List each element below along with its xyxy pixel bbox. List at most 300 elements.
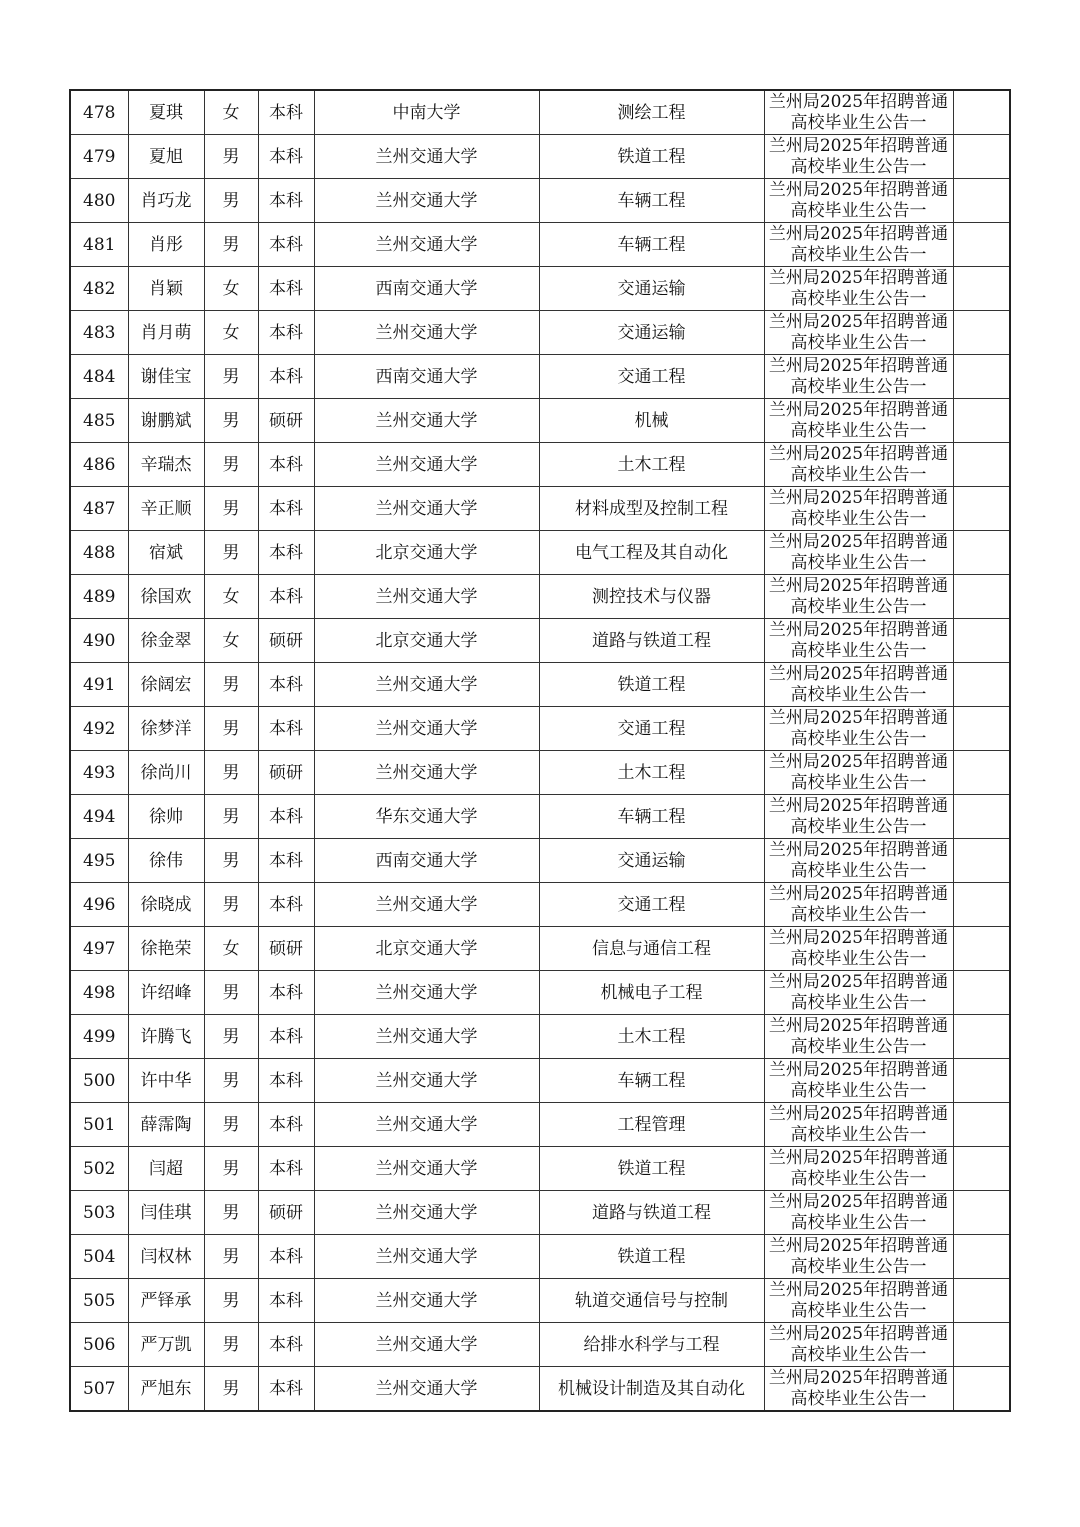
note-line-1: 兰州局2025年招聘普通 <box>768 399 949 420</box>
cell-gender: 男 <box>204 1015 258 1059</box>
cell-major: 交通工程 <box>539 883 764 927</box>
cell-name: 徐晓成 <box>128 883 204 927</box>
cell-degree: 本科 <box>258 575 314 619</box>
cell-number: 479 <box>70 135 128 179</box>
cell-degree: 本科 <box>258 1279 314 1323</box>
note-line-1: 兰州局2025年招聘普通 <box>768 1367 949 1388</box>
cell-gender: 男 <box>204 135 258 179</box>
table-row <box>70 1147 1010 1191</box>
cell-number: 480 <box>70 179 128 223</box>
cell-school: 北京交通大学 <box>314 619 539 663</box>
cell-major: 机械 <box>539 399 764 443</box>
cell-degree: 硕研 <box>258 927 314 971</box>
cell-degree: 本科 <box>258 1015 314 1059</box>
note-line-2: 高校毕业生公告一 <box>790 1036 927 1057</box>
table-row <box>70 707 1010 751</box>
cell-degree: 本科 <box>258 1235 314 1279</box>
cell-gender: 男 <box>204 971 258 1015</box>
cell-extra <box>953 1103 1010 1147</box>
cell-extra <box>953 179 1010 223</box>
note-line-2: 高校毕业生公告一 <box>790 1344 927 1365</box>
cell-gender: 男 <box>204 531 258 575</box>
table-row <box>70 751 1010 795</box>
cell-major: 给排水科学与工程 <box>539 1323 764 1367</box>
cell-name: 严旭东 <box>128 1367 204 1412</box>
cell-school: 兰州交通大学 <box>314 443 539 487</box>
note-line-2: 高校毕业生公告一 <box>790 1212 927 1233</box>
cell-school: 西南交通大学 <box>314 839 539 883</box>
cell-name: 谢鹏斌 <box>128 399 204 443</box>
cell-name: 宿斌 <box>128 531 204 575</box>
cell-number: 496 <box>70 883 128 927</box>
table-row <box>70 399 1010 443</box>
cell-school: 兰州交通大学 <box>314 179 539 223</box>
table-row <box>70 1059 1010 1103</box>
cell-degree: 本科 <box>258 663 314 707</box>
cell-extra <box>953 90 1010 135</box>
cell-degree: 本科 <box>258 795 314 839</box>
cell-school: 北京交通大学 <box>314 927 539 971</box>
cell-degree: 本科 <box>258 223 314 267</box>
cell-number: 484 <box>70 355 128 399</box>
cell-name: 严万凯 <box>128 1323 204 1367</box>
cell-name: 辛正顺 <box>128 487 204 531</box>
cell-degree: 本科 <box>258 179 314 223</box>
roster-body <box>70 90 1010 1411</box>
cell-extra <box>953 839 1010 883</box>
cell-major: 铁道工程 <box>539 135 764 179</box>
cell-gender: 男 <box>204 1235 258 1279</box>
note-line-2: 高校毕业生公告一 <box>790 728 927 749</box>
cell-school: 兰州交通大学 <box>314 135 539 179</box>
cell-note <box>764 707 953 751</box>
cell-note <box>764 179 953 223</box>
cell-extra <box>953 575 1010 619</box>
table-row <box>70 179 1010 223</box>
note-line-2: 高校毕业生公告一 <box>790 156 927 177</box>
cell-gender: 男 <box>204 223 258 267</box>
cell-number: 486 <box>70 443 128 487</box>
cell-extra <box>953 751 1010 795</box>
cell-degree: 本科 <box>258 707 314 751</box>
note-line-2: 高校毕业生公告一 <box>790 552 927 573</box>
cell-number: 478 <box>70 90 128 135</box>
note-line-1: 兰州局2025年招聘普通 <box>768 1147 949 1168</box>
cell-school: 兰州交通大学 <box>314 311 539 355</box>
cell-gender: 男 <box>204 1279 258 1323</box>
cell-degree: 本科 <box>258 1367 314 1412</box>
cell-name: 严铎承 <box>128 1279 204 1323</box>
cell-number: 503 <box>70 1191 128 1235</box>
cell-major: 道路与铁道工程 <box>539 1191 764 1235</box>
cell-name: 徐梦洋 <box>128 707 204 751</box>
note-line-1: 兰州局2025年招聘普通 <box>768 663 949 684</box>
cell-school: 兰州交通大学 <box>314 1279 539 1323</box>
cell-major: 土木工程 <box>539 1015 764 1059</box>
table-row <box>70 575 1010 619</box>
cell-school: 西南交通大学 <box>314 267 539 311</box>
cell-number: 497 <box>70 927 128 971</box>
cell-school: 兰州交通大学 <box>314 1015 539 1059</box>
cell-major: 机械电子工程 <box>539 971 764 1015</box>
note-line-1: 兰州局2025年招聘普通 <box>768 795 949 816</box>
cell-gender: 男 <box>204 355 258 399</box>
cell-degree: 本科 <box>258 487 314 531</box>
cell-name: 薛霈陶 <box>128 1103 204 1147</box>
cell-school: 兰州交通大学 <box>314 1147 539 1191</box>
cell-extra <box>953 1191 1010 1235</box>
cell-gender: 男 <box>204 663 258 707</box>
cell-school: 兰州交通大学 <box>314 1323 539 1367</box>
cell-name: 闫权林 <box>128 1235 204 1279</box>
cell-number: 502 <box>70 1147 128 1191</box>
cell-major: 铁道工程 <box>539 663 764 707</box>
cell-school: 华东交通大学 <box>314 795 539 839</box>
cell-gender: 女 <box>204 311 258 355</box>
cell-number: 501 <box>70 1103 128 1147</box>
cell-extra <box>953 971 1010 1015</box>
cell-name: 谢佳宝 <box>128 355 204 399</box>
cell-note <box>764 927 953 971</box>
table-row <box>70 795 1010 839</box>
roster-table <box>69 89 1011 1412</box>
cell-gender: 男 <box>204 443 258 487</box>
table-row <box>70 619 1010 663</box>
cell-gender: 男 <box>204 399 258 443</box>
cell-degree: 本科 <box>258 311 314 355</box>
cell-number: 490 <box>70 619 128 663</box>
cell-extra <box>953 223 1010 267</box>
cell-gender: 女 <box>204 927 258 971</box>
note-line-2: 高校毕业生公告一 <box>790 508 927 529</box>
cell-number: 481 <box>70 223 128 267</box>
note-line-1: 兰州局2025年招聘普通 <box>768 267 949 288</box>
cell-number: 499 <box>70 1015 128 1059</box>
cell-major: 机械设计制造及其自动化 <box>539 1367 764 1412</box>
note-line-2: 高校毕业生公告一 <box>790 596 927 617</box>
cell-gender: 男 <box>204 1059 258 1103</box>
note-line-2: 高校毕业生公告一 <box>790 420 927 441</box>
cell-note <box>764 267 953 311</box>
note-line-2: 高校毕业生公告一 <box>790 1256 927 1277</box>
cell-major: 车辆工程 <box>539 1059 764 1103</box>
cell-gender: 男 <box>204 839 258 883</box>
cell-note <box>764 751 953 795</box>
cell-note <box>764 311 953 355</box>
cell-note <box>764 531 953 575</box>
table-row <box>70 355 1010 399</box>
table-row <box>70 223 1010 267</box>
note-line-1: 兰州局2025年招聘普通 <box>768 1279 949 1300</box>
note-line-2: 高校毕业生公告一 <box>790 112 927 133</box>
cell-number: 491 <box>70 663 128 707</box>
cell-note <box>764 399 953 443</box>
cell-extra <box>953 487 1010 531</box>
note-line-1: 兰州局2025年招聘普通 <box>768 531 949 552</box>
cell-note <box>764 1191 953 1235</box>
cell-degree: 本科 <box>258 883 314 927</box>
cell-degree: 本科 <box>258 971 314 1015</box>
cell-note <box>764 355 953 399</box>
cell-extra <box>953 531 1010 575</box>
note-line-1: 兰州局2025年招聘普通 <box>768 1015 949 1036</box>
cell-extra <box>953 1059 1010 1103</box>
table-row <box>70 1103 1010 1147</box>
cell-note <box>764 1059 953 1103</box>
cell-degree: 本科 <box>258 355 314 399</box>
cell-number: 506 <box>70 1323 128 1367</box>
cell-major: 土木工程 <box>539 751 764 795</box>
cell-note <box>764 1015 953 1059</box>
cell-degree: 硕研 <box>258 619 314 663</box>
cell-degree: 本科 <box>258 135 314 179</box>
cell-number: 485 <box>70 399 128 443</box>
cell-name: 徐尚川 <box>128 751 204 795</box>
cell-degree: 本科 <box>258 90 314 135</box>
table-row <box>70 1191 1010 1235</box>
cell-school: 兰州交通大学 <box>314 1235 539 1279</box>
cell-extra <box>953 267 1010 311</box>
cell-note <box>764 1367 953 1412</box>
note-line-2: 高校毕业生公告一 <box>790 860 927 881</box>
table-row <box>70 1015 1010 1059</box>
cell-number: 494 <box>70 795 128 839</box>
cell-note <box>764 1323 953 1367</box>
note-line-2: 高校毕业生公告一 <box>790 244 927 265</box>
note-line-2: 高校毕业生公告一 <box>790 992 927 1013</box>
cell-degree: 硕研 <box>258 1191 314 1235</box>
cell-extra <box>953 663 1010 707</box>
cell-school: 兰州交通大学 <box>314 575 539 619</box>
cell-name: 肖巧龙 <box>128 179 204 223</box>
cell-gender: 男 <box>204 1103 258 1147</box>
cell-gender: 女 <box>204 267 258 311</box>
note-line-1: 兰州局2025年招聘普通 <box>768 135 949 156</box>
note-line-2: 高校毕业生公告一 <box>790 376 927 397</box>
cell-extra <box>953 1147 1010 1191</box>
cell-name: 肖彤 <box>128 223 204 267</box>
note-line-1: 兰州局2025年招聘普通 <box>768 1059 949 1080</box>
cell-extra <box>953 443 1010 487</box>
cell-major: 交通运输 <box>539 267 764 311</box>
note-line-2: 高校毕业生公告一 <box>790 1124 927 1145</box>
cell-name: 徐帅 <box>128 795 204 839</box>
cell-extra <box>953 1279 1010 1323</box>
note-line-2: 高校毕业生公告一 <box>790 1300 927 1321</box>
cell-note <box>764 135 953 179</box>
cell-school: 兰州交通大学 <box>314 751 539 795</box>
cell-major: 道路与铁道工程 <box>539 619 764 663</box>
cell-name: 徐伟 <box>128 839 204 883</box>
table-row <box>70 90 1010 135</box>
cell-note <box>764 795 953 839</box>
cell-major: 铁道工程 <box>539 1235 764 1279</box>
cell-number: 487 <box>70 487 128 531</box>
note-line-2: 高校毕业生公告一 <box>790 640 927 661</box>
cell-name: 徐阔宏 <box>128 663 204 707</box>
note-line-1: 兰州局2025年招聘普通 <box>768 1235 949 1256</box>
cell-school: 兰州交通大学 <box>314 707 539 751</box>
cell-name: 夏旭 <box>128 135 204 179</box>
cell-gender: 男 <box>204 1323 258 1367</box>
cell-gender: 女 <box>204 90 258 135</box>
note-line-1: 兰州局2025年招聘普通 <box>768 355 949 376</box>
note-line-2: 高校毕业生公告一 <box>790 332 927 353</box>
cell-major: 轨道交通信号与控制 <box>539 1279 764 1323</box>
cell-number: 498 <box>70 971 128 1015</box>
note-line-2: 高校毕业生公告一 <box>790 1168 927 1189</box>
note-line-1: 兰州局2025年招聘普通 <box>768 927 949 948</box>
cell-extra <box>953 399 1010 443</box>
cell-degree: 本科 <box>258 1147 314 1191</box>
note-line-2: 高校毕业生公告一 <box>790 288 927 309</box>
cell-gender: 男 <box>204 707 258 751</box>
cell-name: 许中华 <box>128 1059 204 1103</box>
cell-number: 495 <box>70 839 128 883</box>
cell-gender: 女 <box>204 619 258 663</box>
cell-extra <box>953 619 1010 663</box>
note-line-2: 高校毕业生公告一 <box>790 684 927 705</box>
cell-name: 许腾飞 <box>128 1015 204 1059</box>
cell-name: 徐国欢 <box>128 575 204 619</box>
table-row <box>70 839 1010 883</box>
cell-gender: 男 <box>204 883 258 927</box>
cell-note <box>764 619 953 663</box>
note-line-1: 兰州局2025年招聘普通 <box>768 1323 949 1344</box>
cell-major: 车辆工程 <box>539 795 764 839</box>
cell-extra <box>953 135 1010 179</box>
table-row <box>70 443 1010 487</box>
note-line-1: 兰州局2025年招聘普通 <box>768 707 949 728</box>
cell-note <box>764 90 953 135</box>
cell-note <box>764 883 953 927</box>
cell-number: 493 <box>70 751 128 795</box>
cell-number: 505 <box>70 1279 128 1323</box>
cell-school: 兰州交通大学 <box>314 487 539 531</box>
cell-note <box>764 487 953 531</box>
table-row <box>70 927 1010 971</box>
cell-school: 兰州交通大学 <box>314 883 539 927</box>
cell-major: 测控技术与仪器 <box>539 575 764 619</box>
cell-extra <box>953 883 1010 927</box>
cell-gender: 男 <box>204 179 258 223</box>
cell-gender: 男 <box>204 751 258 795</box>
cell-gender: 男 <box>204 1191 258 1235</box>
cell-major: 材料成型及控制工程 <box>539 487 764 531</box>
cell-extra <box>953 355 1010 399</box>
cell-number: 507 <box>70 1367 128 1412</box>
cell-note <box>764 223 953 267</box>
cell-major: 交通运输 <box>539 839 764 883</box>
note-line-1: 兰州局2025年招聘普通 <box>768 1103 949 1124</box>
note-line-1: 兰州局2025年招聘普通 <box>768 751 949 772</box>
cell-extra <box>953 1367 1010 1412</box>
cell-name: 肖月萌 <box>128 311 204 355</box>
cell-major: 交通工程 <box>539 707 764 751</box>
cell-school: 兰州交通大学 <box>314 663 539 707</box>
table-row <box>70 1367 1010 1412</box>
table-row <box>70 663 1010 707</box>
cell-number: 492 <box>70 707 128 751</box>
cell-name: 徐金翠 <box>128 619 204 663</box>
cell-school: 西南交通大学 <box>314 355 539 399</box>
cell-number: 482 <box>70 267 128 311</box>
note-line-1: 兰州局2025年招聘普通 <box>768 487 949 508</box>
table-row <box>70 487 1010 531</box>
cell-degree: 本科 <box>258 267 314 311</box>
cell-major: 车辆工程 <box>539 223 764 267</box>
cell-gender: 男 <box>204 1147 258 1191</box>
cell-school: 北京交通大学 <box>314 531 539 575</box>
cell-number: 504 <box>70 1235 128 1279</box>
cell-major: 铁道工程 <box>539 1147 764 1191</box>
cell-name: 肖颖 <box>128 267 204 311</box>
cell-note <box>764 663 953 707</box>
table-row <box>70 971 1010 1015</box>
cell-major: 交通运输 <box>539 311 764 355</box>
cell-degree: 本科 <box>258 839 314 883</box>
cell-note <box>764 1147 953 1191</box>
cell-degree: 本科 <box>258 1103 314 1147</box>
note-line-1: 兰州局2025年招聘普通 <box>768 619 949 640</box>
cell-number: 488 <box>70 531 128 575</box>
cell-major: 车辆工程 <box>539 179 764 223</box>
cell-school: 兰州交通大学 <box>314 1191 539 1235</box>
cell-gender: 男 <box>204 1367 258 1412</box>
cell-school: 中南大学 <box>314 90 539 135</box>
cell-name: 徐艳荣 <box>128 927 204 971</box>
table-row <box>70 1279 1010 1323</box>
cell-school: 兰州交通大学 <box>314 971 539 1015</box>
cell-number: 489 <box>70 575 128 619</box>
note-line-2: 高校毕业生公告一 <box>790 464 927 485</box>
cell-major: 电气工程及其自动化 <box>539 531 764 575</box>
cell-extra <box>953 1235 1010 1279</box>
table-row <box>70 267 1010 311</box>
cell-degree: 本科 <box>258 443 314 487</box>
cell-name: 闫佳琪 <box>128 1191 204 1235</box>
cell-extra <box>953 795 1010 839</box>
cell-number: 483 <box>70 311 128 355</box>
note-line-1: 兰州局2025年招聘普通 <box>768 1191 949 1212</box>
cell-school: 兰州交通大学 <box>314 223 539 267</box>
table-row <box>70 1323 1010 1367</box>
cell-major: 工程管理 <box>539 1103 764 1147</box>
note-line-1: 兰州局2025年招聘普通 <box>768 839 949 860</box>
cell-gender: 男 <box>204 795 258 839</box>
cell-degree: 本科 <box>258 1323 314 1367</box>
note-line-2: 高校毕业生公告一 <box>790 1080 927 1101</box>
note-line-1: 兰州局2025年招聘普通 <box>768 311 949 332</box>
cell-degree: 硕研 <box>258 399 314 443</box>
cell-note <box>764 443 953 487</box>
cell-extra <box>953 1323 1010 1367</box>
cell-gender: 女 <box>204 575 258 619</box>
note-line-1: 兰州局2025年招聘普通 <box>768 883 949 904</box>
cell-major: 测绘工程 <box>539 90 764 135</box>
table-row <box>70 1235 1010 1279</box>
note-line-1: 兰州局2025年招聘普通 <box>768 443 949 464</box>
cell-degree: 本科 <box>258 531 314 575</box>
note-line-2: 高校毕业生公告一 <box>790 200 927 221</box>
note-line-1: 兰州局2025年招聘普通 <box>768 575 949 596</box>
table-row <box>70 311 1010 355</box>
cell-gender: 男 <box>204 487 258 531</box>
cell-number: 500 <box>70 1059 128 1103</box>
cell-note <box>764 1235 953 1279</box>
cell-name: 闫超 <box>128 1147 204 1191</box>
cell-extra <box>953 311 1010 355</box>
